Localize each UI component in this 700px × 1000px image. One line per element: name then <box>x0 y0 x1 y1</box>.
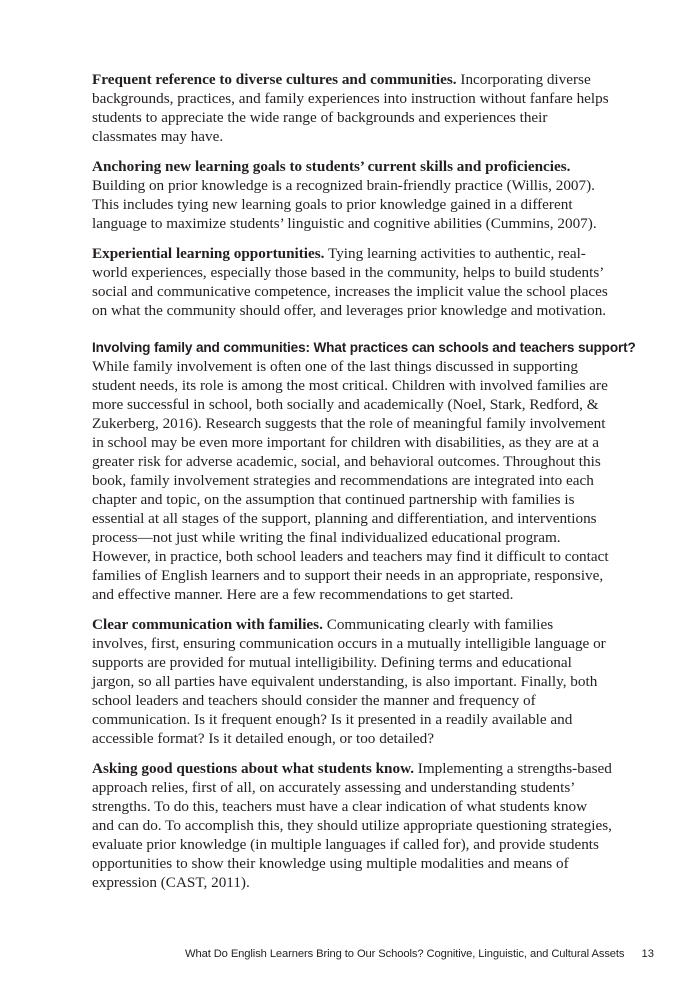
page-body <box>92 70 636 903</box>
paragraph-lead: Experiential learning opportunities. <box>92 245 325 262</box>
paragraph-lead: Frequent reference to diverse cultures and communities. <box>92 71 457 88</box>
page-footer <box>185 948 654 960</box>
paragraph-lead: Clear communication with families. <box>92 616 323 633</box>
page-number: 13 <box>641 948 654 960</box>
section-heading: Involving family and communities: What practices can schools and teachers support? <box>92 340 636 355</box>
paragraph-anchoring-goals <box>92 157 612 233</box>
paragraph-lead: Asking good questions about what students know. <box>92 760 414 777</box>
paragraph-text: Tying learning activities to authentic, real-world experiences, especially those based in the community, helps to build students’ social and communicative competence, increases the implicit value the school places on what the community should offer, and leverages prior knowledge and motivation. <box>92 245 608 319</box>
paragraph-text: Communicating clearly with families involves, first, ensuring communication occurs in a mutually intelligible language or supports are provided for mutual intelligibility. Defining terms and educational jargon, so all parties have equivalent understanding, is also important. Finally, both school leaders and teachers should consider the manner and frequency of communication. Is it frequent enough? Is it presented in a readily available and accessible format? Is it detailed enough, or too detailed? <box>92 616 606 747</box>
paragraph-clear-communication <box>92 615 612 748</box>
section-body: While family involvement is often one of the last things discussed in supporting student needs, its role is among the most critical. Children with involved families are more successful in school, both socially and academically (Noel, Stark, Redford, & Zukerberg, 2016). Research suggests that the role of meaningful family involvement in school may be even more important for children with disabilities, as they are at a greater risk for adverse academic, social, and behavioral outcomes. Throughout this book, family involvement strategies and recommendations are integrated into each chapter and topic, on the assumption that continued partnership with families is essential at all stages of the support, planning and differentiation, and interventions process—not just while writing the final individualized educational program. However, in practice, both school leaders and teachers may find it difficult to contact families of English learners and to support their needs in an appropriate, responsive, and effective manner. Here are a few recommendations to get started. <box>92 358 609 603</box>
paragraph-asking-questions <box>92 759 612 892</box>
paragraph-experiential-learning <box>92 244 612 320</box>
paragraph-lead: Anchoring new learning goals to students’ current skills and proficiencies. <box>92 158 571 175</box>
paragraph-diverse-cultures <box>92 70 612 146</box>
paragraph-text: Incorporating diverse backgrounds, practices, and family experiences into instruction without fanfare helps students to appreciate the wide range of backgrounds and experiences their classmates may have. <box>92 71 609 145</box>
running-title: What Do English Learners Bring to Our Schools? Cognitive, Linguistic, and Cultural Assets <box>184 948 625 960</box>
paragraph-text: Implementing a strengths-based approach relies, first of all, on accurately assessing and understanding students’ strengths. To do this, teachers must have a clear indication of what students know and can do. To accomplish this, they should utilize appropriate questioning strategies, evaluate prior knowledge (in multiple languages if called for), and provide students opportunities to show their knowledge using multiple modalities and means of expression (CAST, 2011). <box>92 760 612 891</box>
paragraph-text: Building on prior knowledge is a recognized brain-friendly practice (Willis, 2007). This includes tying new learning goals to prior knowledge gained in a different language to maximize students’ linguistic and cognitive abilities (Cummins, 2007). <box>92 177 597 232</box>
